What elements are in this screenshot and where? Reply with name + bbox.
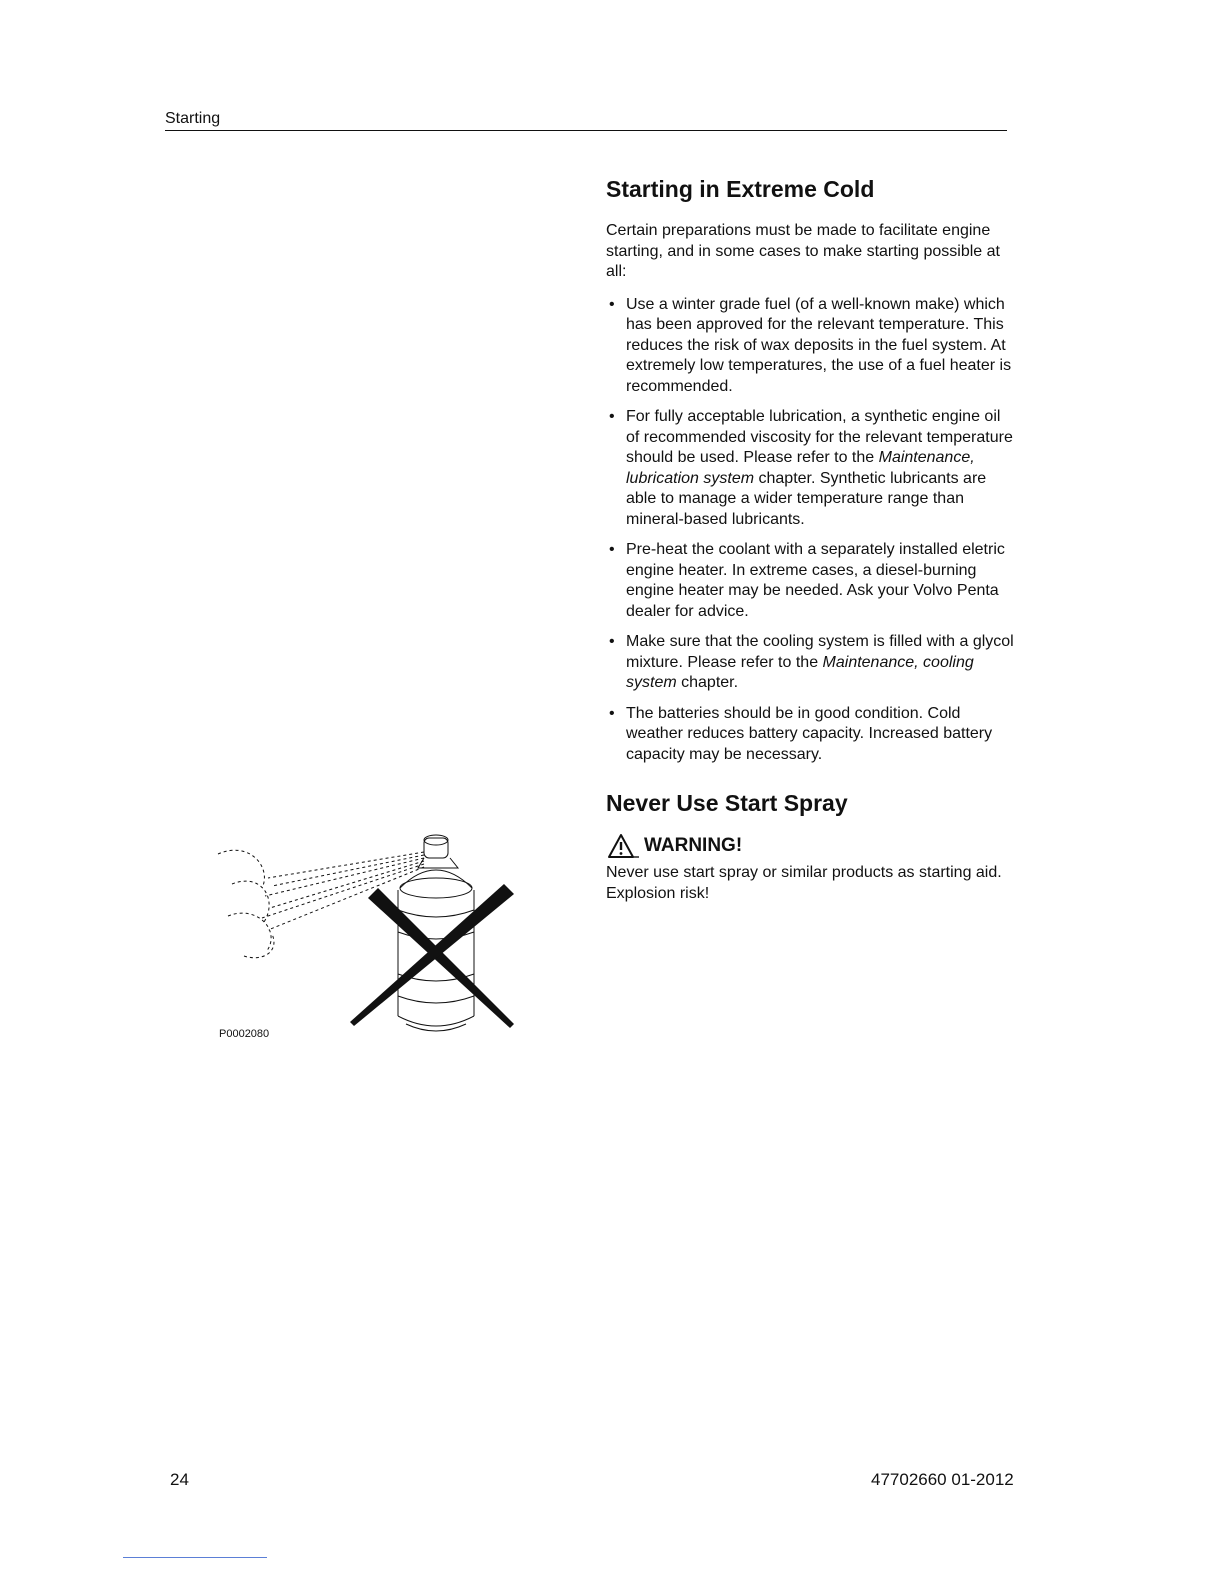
list-item: • For fully acceptable lubrication, a synthetic engine oil of recommended viscosity for the relevant temperature should be used. Please refer to the Maintenance, lubrication system chapter. Synthetic lubricants are able to manage a wider temperature range than mineral-based lubricants. [609,408,1013,528]
chapter-reference: Maintenance, lubrication system [626,449,975,487]
running-header: Starting [165,110,221,127]
document-number: 47702660 01-2012 [871,1470,1014,1489]
prohibited-spray-can-illustration [210,828,520,1040]
header-rule [165,130,1007,131]
list-item: • The batteries should be in good condition. Cold weather reduces battery capacity. Increased battery capacity may be necessary. [609,704,993,763]
preparation-list [606,295,1016,766]
warning-heading [606,833,1016,859]
warning-label: WARNING! [644,835,743,856]
warning-triangle-icon [606,833,640,859]
section-title: Starting in Extreme Cold [606,176,875,202]
page-number: 24 [170,1470,189,1489]
list-item: • Pre-heat the coolant with a separately installed eletric engine heater. In extreme cases, a diesel-burning engine heater may be needed. Ask your Volvo Penta dealer for advice. [609,541,1005,620]
warning-text: Never use start spray or similar products as starting aid. Explosion risk! [606,864,1002,902]
list-item: • Make sure that the cooling system is filled with a glycol mixture. Please refer to the Maintenance, cooling system chapter. [609,633,1014,691]
figure-code: P0002080 [219,1028,270,1040]
footer-rule [123,1557,267,1558]
list-item: • Use a winter grade fuel (of a well-known make) which has been approved for the relevant temperature. This reduces the risk of wax deposits in the fuel system. At extremely low temperatures, the use of a fuel heater is recommended. [609,295,1012,395]
intro-paragraph: Certain preparations must be made to facilitate engine starting, and in some cases to make starting possible at all: [606,222,1000,280]
section-start-spray [606,790,1016,904]
section-extreme-cold [606,176,1016,775]
section-title: Never Use Start Spray [606,790,848,816]
chapter-reference: Maintenance, cooling system [626,653,974,691]
